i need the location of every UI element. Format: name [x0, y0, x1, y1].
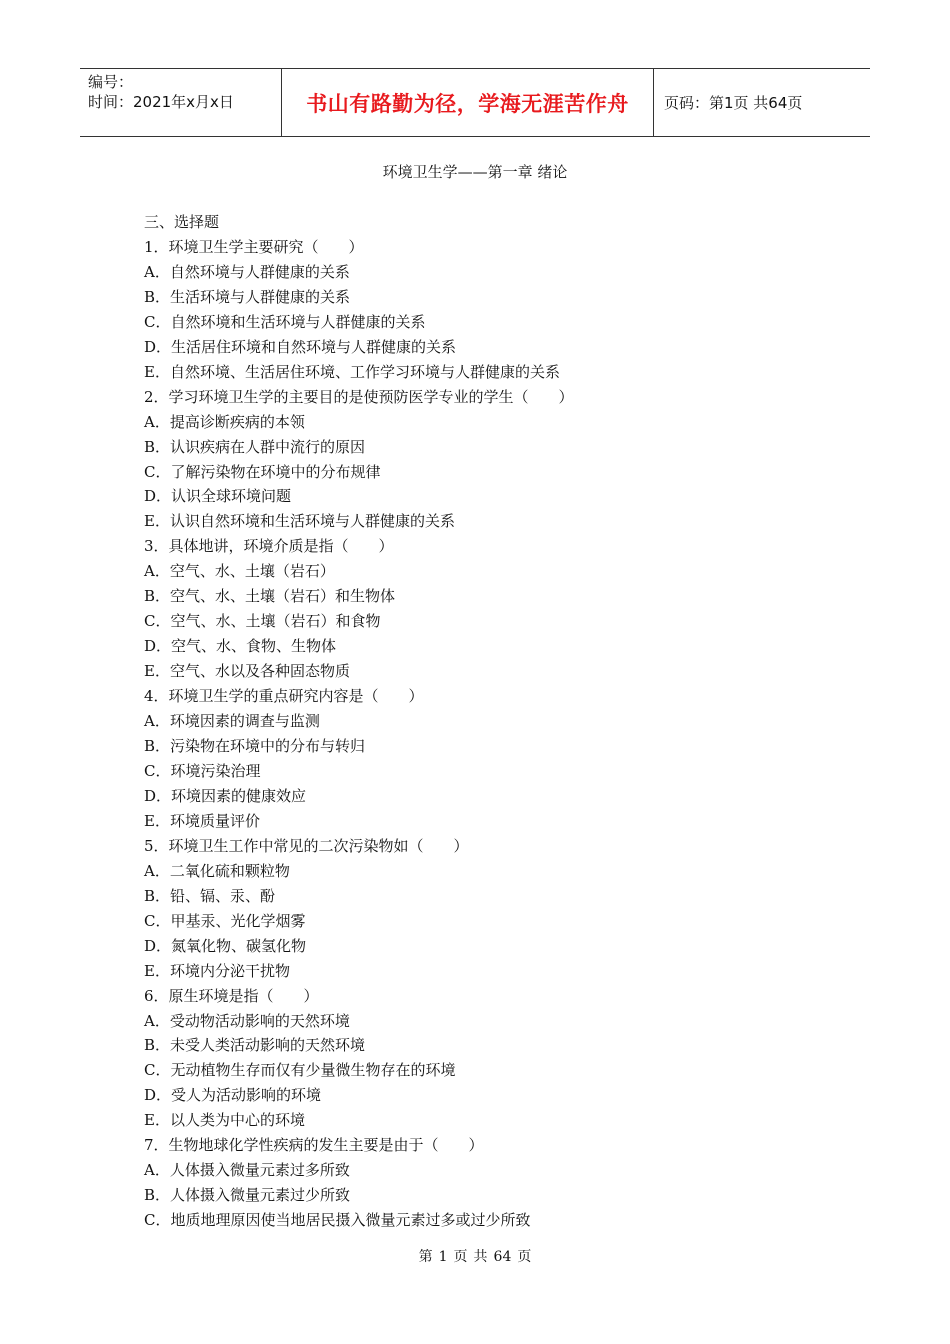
answer-option: E．自然环境、生活居住环境、工作学习环境与人群健康的关系 [144, 362, 560, 381]
answer-option: B．污染物在环境中的分布与转归 [144, 737, 366, 756]
answer-option: E．环境质量评价 [144, 811, 260, 830]
answer-option: B．空气、水、土壤（岩石）和生物体 [144, 587, 396, 606]
answer-option: B．人体摄入微量元素过少所致 [144, 1186, 351, 1205]
question-lines [144, 235, 844, 1233]
answer-option: A．环境因素的调查与监测 [144, 712, 320, 731]
answer-option: E．环境内分泌干扰物 [144, 961, 290, 980]
question-stem: 2．学习环境卫生学的主要目的是使预防医学专业的学生（ ） [144, 387, 574, 406]
document-number-label: 编号： [88, 73, 134, 91]
footer-page-word: 页 [453, 1249, 468, 1265]
answer-option: D．生活居住环境和自然环境与人群健康的关系 [144, 337, 457, 356]
footer-total-pages: 64 [493, 1249, 512, 1265]
answer-option: E．以人类为中心的环境 [144, 1111, 305, 1130]
answer-option: C．空气、水、土壤（岩石）和食物 [144, 612, 381, 631]
answer-option: C．无动植物生存而仅有少量微生物存在的环境 [144, 1061, 456, 1080]
answer-option: B．铅、镉、汞、酚 [144, 886, 276, 905]
answer-option: A．提高诊断疾病的本领 [144, 412, 305, 431]
page-footer [0, 1246, 950, 1266]
header-page-info: 页码：第1页 共64页 [664, 94, 803, 112]
footer-current-page: 1 [438, 1249, 448, 1265]
answer-option: E．空气、水以及各种固态物质 [144, 662, 350, 681]
question-stem: 7．生物地球化学性疾病的发生主要是由于（ ） [144, 1136, 484, 1155]
section-heading: 三、选择题 [144, 213, 220, 231]
header-meta [80, 69, 282, 136]
answer-option: A．人体摄入微量元素过多所致 [144, 1161, 350, 1180]
answer-option: C．环境污染治理 [144, 761, 261, 780]
answer-option: D．环境因素的健康效应 [144, 786, 307, 805]
answer-option: E．认识自然环境和生活环境与人群健康的关系 [144, 512, 455, 531]
question-stem: 5．环境卫生工作中常见的二次污染物如（ ） [144, 836, 469, 855]
answer-option: D．受人为活动影响的环境 [144, 1086, 322, 1105]
answer-option: C．甲基汞、光化学烟雾 [144, 911, 306, 930]
answer-option: B．未受人类活动影响的天然环境 [144, 1036, 366, 1055]
question-stem: 4．环境卫生学的重点研究内容是（ ） [144, 687, 424, 706]
document-time-label: 时间：2021年x月x日 [88, 93, 234, 111]
question-stem: 6．原生环境是指（ ） [144, 986, 319, 1005]
answer-option: D．空气、水、食物、生物体 [144, 637, 337, 656]
answer-option: D．氮氧化物、碳氢化物 [144, 936, 307, 955]
answer-option: A．空气、水、土壤（岩石） [144, 562, 335, 581]
answer-option: C．地质地理原因使当地居民摄入微量元素过多或过少所致 [144, 1211, 531, 1230]
answer-option: A．二氧化硫和颗粒物 [144, 861, 290, 880]
header-motto: 书山有路勤为径，学海无涯苦作舟 [306, 91, 629, 116]
footer-prefix: 第 [418, 1249, 433, 1265]
question-content [144, 210, 844, 1233]
answer-option: A．自然环境与人群健康的关系 [144, 262, 350, 281]
answer-option: B．认识疾病在人群中流行的原因 [144, 437, 366, 456]
header-motto-cell [282, 69, 654, 136]
answer-option: B．生活环境与人群健康的关系 [144, 287, 351, 306]
answer-option: A．受动物活动影响的天然环境 [144, 1011, 350, 1030]
footer-page-word-2: 页 [517, 1249, 532, 1265]
question-stem: 3．具体地讲，环境介质是指（ ） [144, 537, 394, 556]
question-stem: 1．环境卫生学主要研究（ ） [144, 237, 364, 256]
answer-option: C．自然环境和生活环境与人群健康的关系 [144, 312, 426, 331]
footer-total-prefix: 共 [473, 1249, 488, 1265]
document-title: 环境卫生学——第一章 绪论 [382, 163, 568, 181]
page-header [80, 68, 870, 137]
answer-option: D．认识全球环境问题 [144, 487, 292, 506]
header-page-info-cell [654, 69, 870, 136]
answer-option: C．了解污染物在环境中的分布规律 [144, 462, 381, 481]
